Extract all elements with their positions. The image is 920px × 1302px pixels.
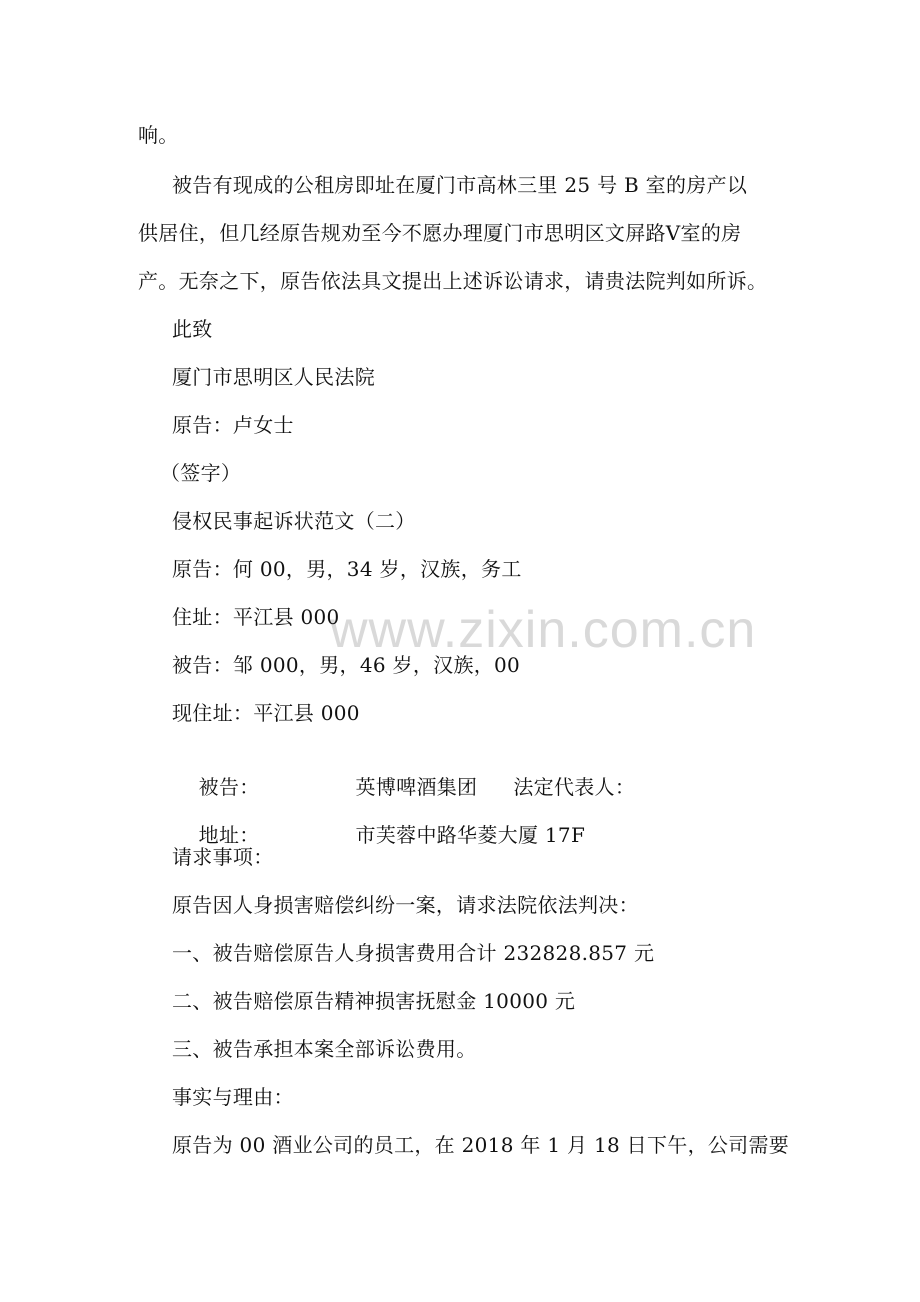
signature-note: （签字） xyxy=(160,461,242,485)
plaintiff-signature-line: 原告：卢女士 xyxy=(172,413,294,437)
claim-item: 一、被告赔偿原告人身损害费用合计 232828.857 元 xyxy=(172,941,655,965)
defendant2-name: 英博啤酒集团 xyxy=(355,775,478,799)
paragraph-line: 供居住，但几经原告规劝至今不愿办理厦门市思明区文屏路V室的房 xyxy=(138,221,742,245)
paragraph-line: 响。 xyxy=(138,123,179,147)
address-value: 市芙蓉中路华菱大厦 17F xyxy=(355,823,586,847)
salutation-line: 此致 xyxy=(172,317,213,341)
address-label: 地址： xyxy=(198,823,260,847)
facts-paragraph-line: 原告为 00 酒业公司的员工，在 2018 年 1 月 18 日下午，公司需要 xyxy=(172,1133,790,1157)
plaintiff-address: 住址：平江县 000 xyxy=(172,605,340,629)
claims-heading: 请求事项： xyxy=(172,845,274,869)
claim-item: 三、被告承担本案全部诉讼费用。 xyxy=(172,1037,477,1061)
section-title: 侵权民事起诉状范文（二） xyxy=(172,509,416,533)
paragraph-line: 被告有现成的公租房即址在厦门市高林三里 25 号 B 室的房产以 xyxy=(172,173,748,197)
defendant2-label: 被告： xyxy=(198,775,260,799)
defendant-info: 被告：邹 000，男，46 岁，汉族，00 xyxy=(172,653,521,677)
defendant-address: 现住址：平江县 000 xyxy=(172,701,360,725)
watermark-text: www.zixin.com.cn xyxy=(330,601,757,659)
paragraph-line: 产。无奈之下，原告依法具文提出上述诉讼请求，请贵法院判如所诉。 xyxy=(138,269,768,293)
facts-heading: 事实与理由： xyxy=(172,1085,294,1109)
claim-item: 二、被告赔偿原告精神损害抚慰金 10000 元 xyxy=(172,989,576,1013)
claims-intro: 原告因人身损害赔偿纠纷一案，请求法院依法判决： xyxy=(172,893,639,917)
court-name: 厦门市思明区人民法院 xyxy=(172,365,375,389)
legal-representative-label: 法定代表人： xyxy=(513,775,636,799)
plaintiff-info: 原告：何 00，男，34 岁，汉族，务工 xyxy=(172,557,522,581)
